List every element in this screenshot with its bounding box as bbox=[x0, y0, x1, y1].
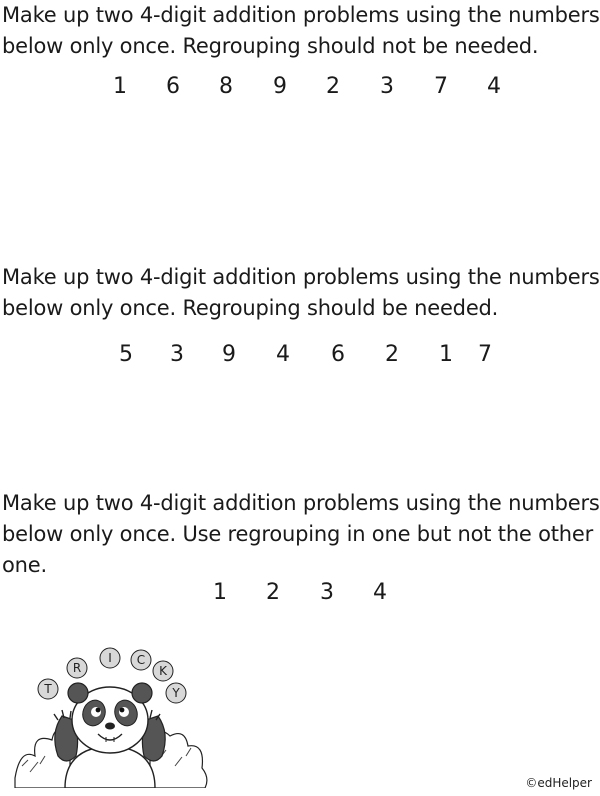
digit: 5 bbox=[119, 342, 133, 367]
digit: 4 bbox=[373, 580, 387, 605]
digit: 3 bbox=[170, 342, 184, 367]
problem-2-digits bbox=[116, 342, 516, 372]
mascot-letter: T bbox=[44, 682, 52, 696]
digit: 6 bbox=[166, 74, 180, 99]
mascot-letter: C bbox=[136, 653, 146, 667]
digit: 9 bbox=[273, 74, 287, 99]
digit: 2 bbox=[385, 342, 399, 367]
digit: 3 bbox=[380, 74, 394, 99]
digit: 1 bbox=[439, 342, 453, 367]
mascot-letter: Y bbox=[172, 686, 180, 700]
digit: 2 bbox=[326, 74, 340, 99]
digit: 7 bbox=[434, 74, 448, 99]
digit: 1 bbox=[113, 74, 127, 99]
digit: 4 bbox=[276, 342, 290, 367]
digit: 1 bbox=[213, 580, 227, 605]
digit: 7 bbox=[478, 342, 492, 367]
panda-juggling-icon bbox=[10, 638, 210, 788]
mascot-letter: K bbox=[159, 664, 167, 678]
digit: 2 bbox=[266, 580, 280, 605]
problem-3-digits bbox=[210, 580, 410, 610]
digit: 9 bbox=[222, 342, 236, 367]
problem-1-digits bbox=[110, 74, 510, 104]
mascot-letter: I bbox=[108, 651, 112, 665]
copyright-notice: ©edHelper bbox=[525, 776, 592, 790]
digit: 6 bbox=[331, 342, 345, 367]
problem-2-prompt: Make up two 4-digit addition problems using the numbers below only once. Regrouping should be needed. bbox=[2, 265, 600, 320]
mascot-letter: R bbox=[72, 661, 82, 675]
digit: 3 bbox=[320, 580, 334, 605]
problem-3-prompt: Make up two 4-digit addition problems using the numbers below only once. Use regrouping in one but not the other one. bbox=[2, 491, 600, 577]
digit: 8 bbox=[219, 74, 233, 99]
digit: 4 bbox=[487, 74, 501, 99]
problem-1-prompt: Make up two 4-digit addition problems using the numbers below only once. Regrouping should not be needed. bbox=[2, 3, 600, 58]
